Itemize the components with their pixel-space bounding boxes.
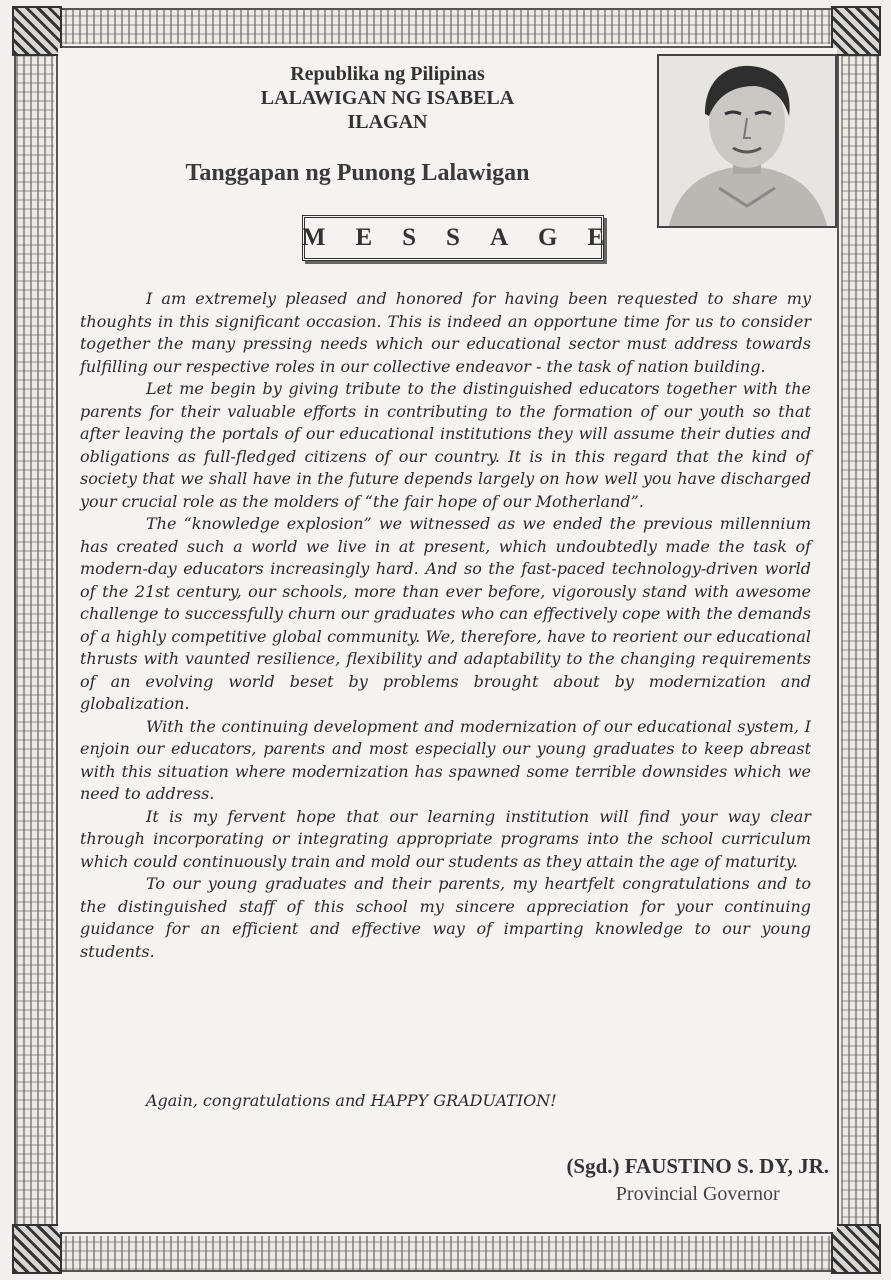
signature-block [566, 1154, 829, 1206]
message-body [80, 288, 811, 963]
closing-line: Again, congratulations and HAPPY GRADUATION! [146, 1091, 557, 1110]
paragraph: It is my fervent hope that our learning institution will find your way clear through incorporating or integrating appropriate programs into the school curriculum which could continuously train and mold our students as they attain the age of maturity. [80, 806, 811, 871]
message-title-box [301, 215, 635, 261]
signatory-name: (Sgd.) FAUSTINO S. DY, JR. [566, 1154, 829, 1178]
corner-ornament [831, 6, 881, 56]
governor-portrait [657, 54, 837, 228]
paragraph: With the continuing development and modernization of our educational system, I enjoin our educators, parents and most especially our young graduates to keep abreast with this situation where modernization has spawned some terrible downsides which we need to address. [80, 716, 811, 803]
portrait-image [659, 56, 835, 226]
city-name: ILAGAN [347, 111, 428, 133]
corner-ornament [12, 1224, 62, 1274]
paragraph: Let me begin by giving tribute to the distinguished educators together with the parents for their valuable efforts in contributing to the formation of our youth so that after leaving the portals of our educational institutions they will assume their duties and obligations as full-fledged citizens of our country. It is in this regard that the kind of society that we shall have in the future depends largely on how well you have discharged your crucial role as the molders of “the fair hope of our Motherland”. [80, 379, 811, 511]
corner-ornament [12, 6, 62, 56]
country-name: Republika ng Pilipinas [290, 63, 485, 85]
message-page [58, 48, 837, 1232]
paragraph: I am extremely pleased and honored for having been requested to share my thoughts in this significant occasion. This is indeed an opportune time for us to consider together the many pressing needs which our educational sector must address towards fulfilling our respective roles in our collective endeavor - the task of nation building. [80, 289, 811, 376]
signatory-title: Provincial Governor [615, 1183, 780, 1205]
corner-ornament [831, 1224, 881, 1274]
paragraph: To our young graduates and their parents, my heartfelt congratulations and to the distinguished staff of this school my sincere appreciation for your continuing guidance for an efficient and effective way of imparting knowledge to our young students. [80, 874, 811, 961]
message-title: MESSAGE [301, 224, 635, 251]
paragraph: The “knowledge explosion” we witnessed as we ended the previous millennium has created such a world we live in at present, which undoubtedly made the task of modern-day educators increasingly hard. And so the fast-paced technology-driven world of the 21st century, our schools, more than ever before, vigorously stand with awesome challenge to successfully churn our graduates who can effectively cope with the demands of a highly competitive global community. We, therefore, have to reorient our educational thrusts with vaunted resilience, flexibility and adaptability to the changing requirements of an evolving world beset by problems brought about by modernization and globalization. [80, 514, 811, 713]
office-name: Tanggapan ng Punong Lalawigan [185, 160, 530, 186]
province-name: LALAWIGAN NG ISABELA [260, 87, 515, 109]
